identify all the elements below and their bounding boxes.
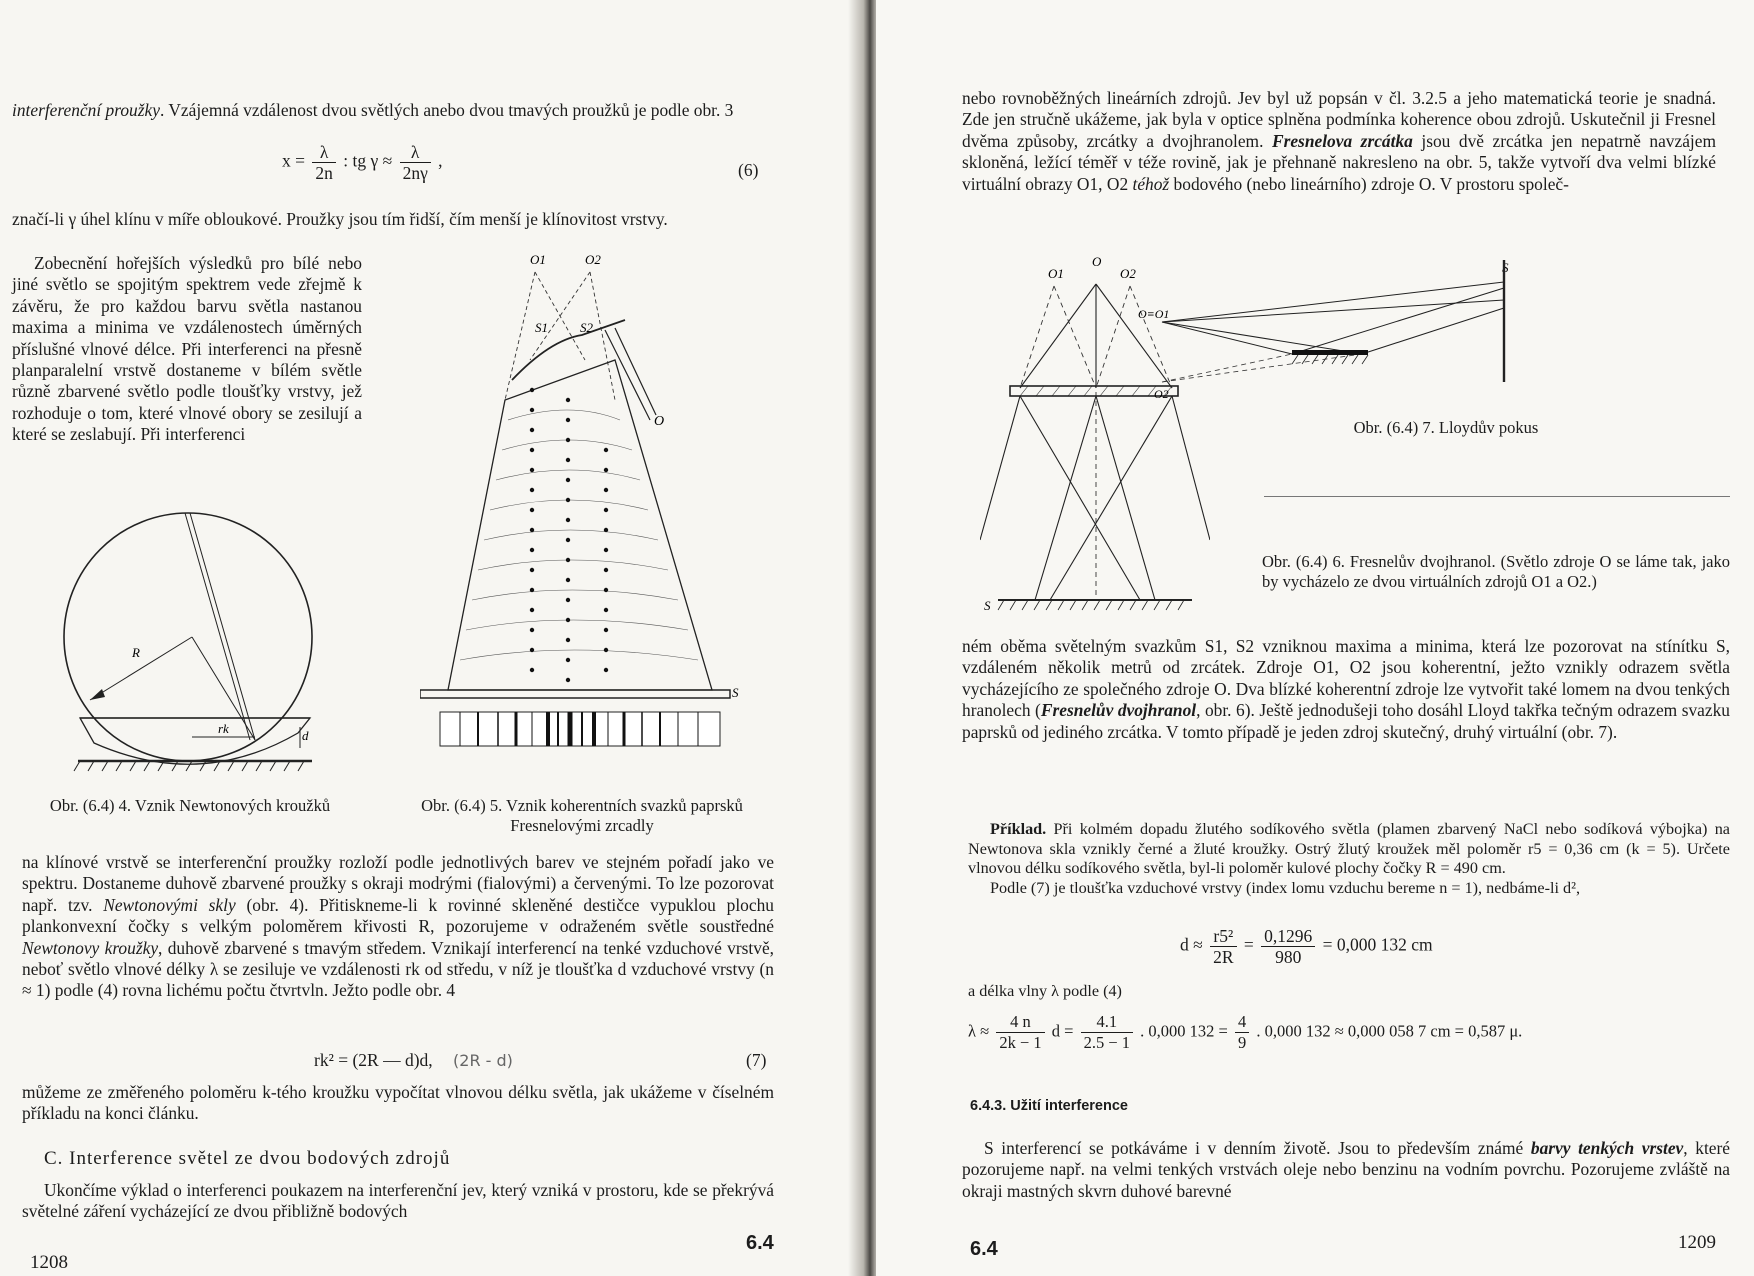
term-fresnel-biprism: Fresnelův dvojhranol — [1040, 700, 1197, 721]
subsection-title: 6.4.3. Užití interference — [970, 1098, 1128, 1114]
label-O: O — [654, 414, 665, 429]
label-O-O1: O≡O1 — [1138, 307, 1170, 321]
right-para-2: ném oběma světelným svazkům S1, S2 vzniknou maxima a minima, která lze pozorovat na stínítku S, vzdáleném několik metrů od zrcátek. Zdroje O1, O2 jsou koherentní, ježto vznikly odrazem světla vycházejícího ze společného zdroje O. Dva blízké koherentní zdroje lze vytvořit také lomem na dvou tenkých hranolech (Fresnelův dvojhranol, obr. 6). Ještě jednodušeji toho dosáhl Lloyd takřka tečným odrazem svazku paprsků od jediného zrcátka. V tomto případě je jeden zdroj skutečný, druhý virtuální (obr. 7). — [962, 636, 1731, 742]
term-newton-rings: Newtonovy kroužky — [22, 937, 159, 958]
label-d: d — [302, 728, 309, 743]
equation-7-number: (7) — [746, 1050, 767, 1070]
handwritten-note: (2R - d) — [453, 1051, 513, 1070]
left-para-4: na klínové vrstvě se interferenční proužky rozloží podle jednotlivých barev ve stejném pořadí jako ve spektru. Dostaneme duhově zbarvené proužky s okraji modrými (fialovými) a červenými. To lze pozorovat např. tzv. Newtonovými skly (obr. 4). Přitiskneme-li k rovinné skleněné destičce vypuklou plochu plankonvexní čočky s velkým poloměrem křivosti R, pozorujeme v odraženém světle soustředné Newtonovy kroužky, duhově zbarvené s tmavým středem. Vznikají interferencí na tenké vzduchové vrstvě, neboť světlo vlnové délky λ se zesiluje ve vzdálenosti rk od středu, v níž je tloušťka d vzduchové vrstvy (n ≈ 1) podle (4) rovna lichému počtu čtvrtvln. Ježto podle obr. 4 — [22, 852, 775, 1001]
label-O2-fig6: O2 — [1120, 266, 1136, 281]
term-interference-fringes: interferenční proužky — [12, 100, 160, 120]
label-O2: O2 — [585, 252, 601, 267]
left-folio: 6.4 — [746, 1232, 774, 1254]
equation-7: rk² = (2R — d)d, (2R - d) — [314, 1050, 513, 1070]
term-fresnel-mirrors: Fresnelova zrcátka — [1271, 130, 1413, 151]
equation-d: d ≈ $\frac{\text{r5²}}{2R}$ = $\frac{0,1296}{980}$ = 0,000 132 cm — [1180, 926, 1433, 967]
right-folio: 6.4 — [970, 1238, 998, 1260]
label-O-fig6: O — [1092, 254, 1102, 269]
label-O2-fig7: O2 — [1154, 387, 1169, 401]
section-c-title: C. Interference světel ze dvou bodových zdrojů — [44, 1148, 451, 1169]
figure-4-caption: Obr. (6.4) 4. Vznik Newtonových kroužků — [49, 796, 331, 815]
figure-5-fresnel-mirrors — [420, 250, 750, 780]
left-page-number: 1208 — [30, 1252, 68, 1273]
right-para-3: S interferencí se potkáváme i v denním životě. Jsou to především známé barvy tenkých vrstev, které pozorujeme např. na velmi tenkých vrstvách oleje nebo benzinu na vodním povrchu. Pozorujeme zvláště na okraji mastných skvrn duhové barevné — [962, 1138, 1731, 1201]
example-label: Příklad. — [990, 820, 1047, 838]
left-para-6: Ukončíme výklad o interferenci poukazem na interferenční jev, který vzniká v prostoru, kde se překrývá světelné záření vycházející ze dvou přibližně bodových — [22, 1180, 774, 1222]
left-para-5: můžeme ze změřeného poloměru k-tého kroužku vypočítat vlnovou délku světla, jak ukážeme v číselném příkladu na konci článku. — [22, 1082, 774, 1124]
label-O1-fig6: O1 — [1048, 266, 1064, 281]
equation-lambda: λ ≈ $\frac{4 n}{2k - 1}$ d = $\frac{4.1}{2.5 - 1}$ . 0,000 132 = $\frac{4}{9}$ . 0,000 132 ≈ 0,000 058 7 cm = 0,587 μ. — [968, 1012, 1523, 1052]
left-para-2: značí-li γ úhel klínu v míře obloukové. Proužky jsou tím řidší, čím menší je klínovitost vrstvy. — [12, 209, 668, 229]
left-para-3: Zobecnění hořejších výsledků pro bílé nebo jiné světlo se spojitým spektrem vede zřejmě k závěru, že pro každou barvu světla nastanou maxima a minima ve vzdálenostech úměrných příslušné vlnové délce. Při interferenci na přesně planparalelní vrstvě dostaneme v bílém světle různě zbarvené světlo podle tloušťky vrstvy, jež rozhoduje o tom, které vlnové obory se zesilují a které se zeslabují. Při interferenci — [12, 253, 362, 445]
right-page — [876, 0, 1754, 1276]
label-S2: S2 — [580, 320, 593, 335]
term-thin-film-colors: barvy tenkých vrstev — [1530, 1138, 1684, 1158]
label-S1: S1 — [535, 320, 548, 335]
right-page-number: 1209 — [1678, 1232, 1716, 1253]
right-para-1: nebo rovnoběžných lineárních zdrojů. Jev byl už popsán v čl. 3.2.5 a jeho matematická teorie je snadná. Zde jen stručně ukážeme, jak byla v optice splněna podmínka koherence obou zdrojů. Uskutečnil ji Fresnel dvěma způsoby, zrcátky a dvojhranolem. Fresnelova zrcátka jsou dvě zrcátka jen nepatrně navzájem skloněná, ležící téměř v téže rovině, jak je přehnaně nakresleno na obr. 5, takže vytvoří dva velmi blízké virtuální obrazy O1, O2 téhož bodového (nebo lineárního) zdroje O. V prostoru společ- — [962, 88, 1716, 194]
label-R: R — [132, 645, 140, 660]
example-text-3: a délka vlny λ podle (4) — [968, 982, 1122, 1000]
equation-6: x = $\frac{\lambda}{2n}$ : tg γ ≈ $\frac{\lambda}{2n\gamma}$ , — [282, 142, 443, 183]
left-para-1: interferenční proužky. Vzájemná vzdálenost dvou světlých anebo dvou tmavých proužků je podle obr. 3 — [12, 100, 734, 120]
figure-6-caption: Obr. (6.4) 6. Fresnelův dvojhranol. (Světlo zdroje O se láme tak, jako by vycházelo ze dvou virtuálních zdrojů O1 a O2.) — [1262, 552, 1730, 591]
label-S-screen: S — [732, 685, 739, 700]
label-rk: rk — [218, 721, 229, 736]
figure-7-lloyd-experiment — [1132, 252, 1532, 402]
term-newton-glasses: Newtonovými skly — [103, 894, 236, 915]
label-S-fig7: S — [1502, 260, 1509, 275]
figure-7-caption: Obr. (6.4) 7. Lloydův pokus — [1353, 418, 1539, 437]
left-page — [0, 0, 868, 1276]
label-S-fig6: S — [984, 598, 991, 613]
divider-line — [1264, 496, 1730, 497]
equation-6-number: (6) — [738, 160, 759, 180]
label-O1: O1 — [530, 252, 546, 267]
figure-4-newton-rings — [50, 505, 320, 775]
figure-5-caption: Obr. (6.4) 5. Vznik koherentních svazků paprsků Fresnelovými zrcadly — [421, 796, 743, 835]
example-block: Příklad. Při kolmém dopadu žlutého sodíkového světla (plamen zbarvený NaCl nebo sodíková výbojka) na Newtonova skla vznikly černé a žluté kroužky. Ostrý žlutý kroužek měl poloměr r5 = 0,36 cm (k = 5). Určete vlnovou délku sodíkového světla, byl-li poloměr kulové plochy čočky R = 490 cm. Podle (7) je tloušťka vzduchové vrstvy (index lomu vzduchu bereme n = 1), nedbáme-li d², — [968, 820, 1730, 897]
